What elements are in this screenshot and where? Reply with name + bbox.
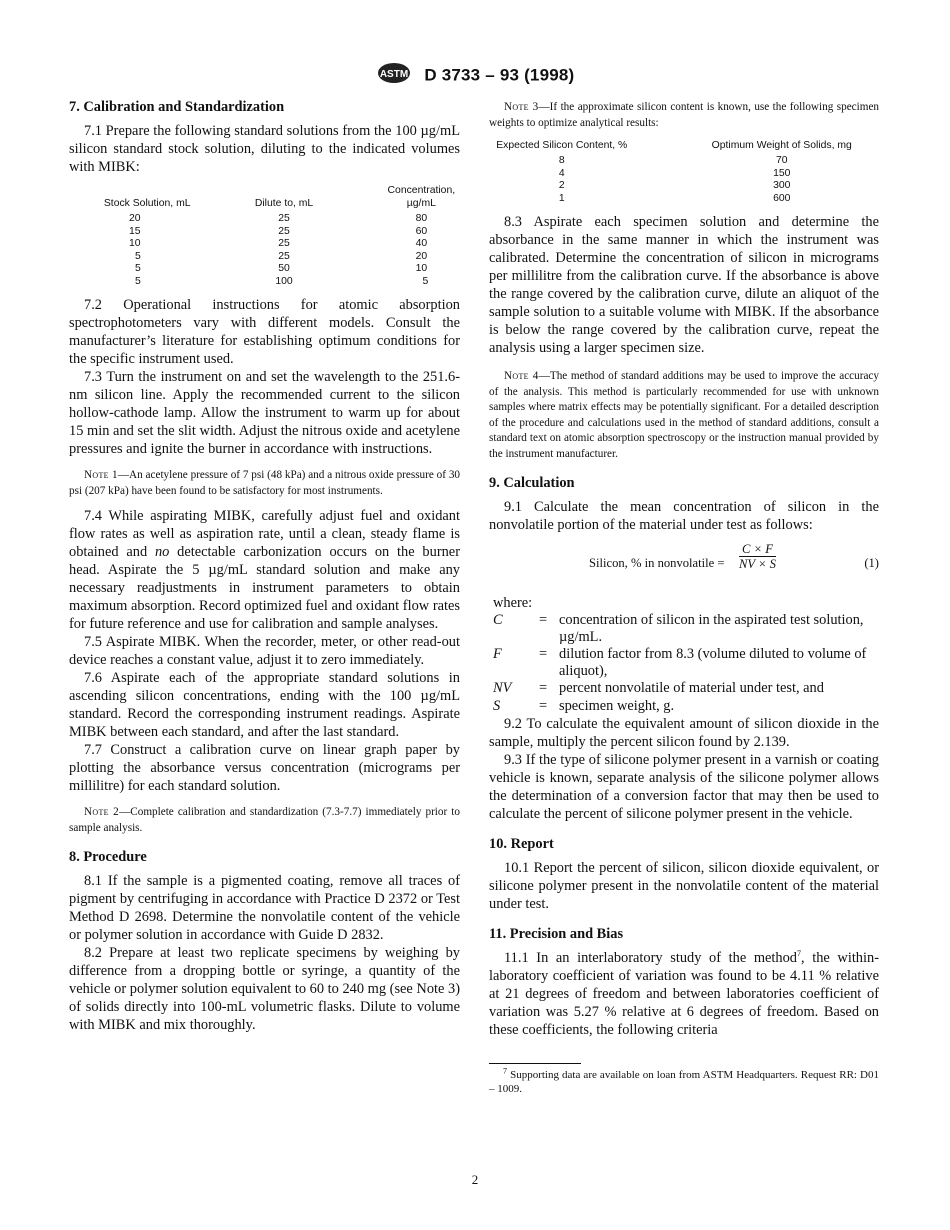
variable-definition: concentration of silicon in the aspirated test solution, µg/mL. (559, 612, 864, 645)
paragraph-7-2: 7.2 Operational instructions for atomic absorption spectrophotometers vary with different models. Consult the manufacturer’s literature for establishing optimum conditions for the specific instrument used. (69, 297, 460, 367)
page-number: 2 (471, 1172, 479, 1187)
equation-denominator: NV × S (739, 557, 776, 571)
table-cell: 1 (558, 192, 565, 204)
table-header-cell: Concentration, µg/mL (387, 185, 456, 209)
equation-numerator: C × F (739, 542, 776, 557)
table-row (69, 238, 460, 251)
svg-text:ASTM: ASTM (379, 69, 408, 80)
table-cell: 5 (135, 250, 141, 262)
table-cell: 15 (129, 225, 141, 237)
table-header-row (69, 184, 460, 213)
table-row (489, 180, 879, 193)
note-label: Note 4 (504, 370, 539, 382)
table-cell: 8 (558, 155, 565, 166)
table-row (489, 168, 879, 181)
table-header-cell: Stock Solution, mL (103, 198, 191, 209)
paragraph-10-1: 10.1 Report the percent of silicon, silicon dioxide equivalent, or silicone polymer present in the nonvolatile content of the material under test. (489, 860, 879, 912)
variable-symbol: NV (493, 680, 512, 696)
table-cell: 300 (773, 180, 791, 191)
table-row (489, 193, 879, 206)
note-label: Note 3 (504, 101, 539, 113)
note-label: Note 1 (84, 469, 118, 481)
footnote-divider (489, 1063, 581, 1064)
variable-definition: percent nonvolatile of material under test, and (559, 680, 824, 696)
section-heading-calculation: 9. Calculation (489, 475, 575, 491)
table-row (69, 226, 460, 239)
table-row (69, 213, 460, 226)
note-3 (489, 100, 879, 131)
variable-symbol: F (493, 646, 502, 662)
paragraph-7-3: 7.3 Turn the instrument on and set the wavelength to the 251.6-nm silicon line. Apply the recommended current to the silicon hollow-cathode lamp. Allow the instrument to warm up for about 15 min and set the slit width. Adjust the nitrous oxide and acetylene pressures and ignite the burner in accordance with instructions. (69, 369, 460, 457)
variable-symbol: S (493, 697, 501, 714)
page-header (0, 62, 950, 89)
table-row (69, 251, 460, 264)
paragraph-7-1: 7.1 Prepare the following standard solutions from the 100 µg/mL silicon standard stock solution, diluting to the indicated volumes with MIBK: (69, 123, 460, 175)
paragraph-9-1: 9.1 Calculate the mean concentration of silicon in the nonvolatile portion of the material under test as follows: (489, 499, 879, 533)
equals-sign: = (539, 612, 548, 628)
right-column (489, 98, 879, 1096)
equation-number: (1) (864, 556, 879, 570)
section-heading-calibration: 7. Calibration and Standardization (69, 99, 285, 115)
specimen-weight-table (489, 139, 879, 205)
table-header-cell: Expected Silicon Content, % (496, 140, 628, 151)
note-label: Note 2 (84, 806, 120, 818)
equals-sign: = (539, 697, 548, 714)
document-designation: D 3733 – 93 (1998) (424, 65, 575, 85)
section-heading-procedure: 8. Procedure (69, 849, 147, 865)
paragraph-7-4-text-cont: detectable carbonization occurs on the burner head. Aspirate the 5 µg/mL standard solution and make any necessary readjustments in instrument parameters to obtain maximum absorption. Record optimized fuel and oxidant flow rates for future reference and use for calibration and sample analyses. (69, 544, 460, 632)
table-cell: 100 (275, 275, 293, 287)
note-1 (69, 468, 460, 499)
note-text: —The method of standard additions may be used to improve the accuracy of the analysis. This method is particularly recommended for use with unknown samples where matrix effects may be potentially significant. For a detailed description of the procedure and calculations used in the method of standard additions, consult a standard text on atomic absorption spectroscopy or the instruction manual provided by the instrument manufacturer. (489, 370, 879, 460)
equation-1 (489, 540, 879, 590)
paragraph-11-1-text: 11.1 In an interlaboratory study of the method (504, 950, 797, 966)
table-cell: 25 (278, 238, 290, 249)
equation-lhs: Silicon, % in nonvolatile = (589, 556, 725, 570)
paragraph-8-2: 8.2 Prepare at least two replicate specimens by weighing by difference from a dropping bottle or syringe, a quantity of the vehicle or polymer solution equivalent to 60 to 240 mg (see Note 3) of solids directly into 100-mL volumetric flasks. Dilute to volume with MIBK and mix thoroughly. (69, 945, 460, 1033)
table-cell: 10 (415, 263, 428, 274)
table-cell: 50 (278, 263, 290, 274)
table-cell: 20 (129, 213, 141, 224)
table-cell: 25 (278, 225, 290, 237)
variable-definition: specimen weight, g. (559, 697, 675, 714)
paragraph-7-7: 7.7 Construct a calibration curve on linear graph paper by plotting the absorbance versus concentration (micrograms per millilitre) for each standard solution. (69, 742, 460, 794)
table-row (69, 263, 460, 276)
section-heading-precision: 11. Precision and Bias (489, 926, 624, 942)
paragraph-11-1-text-cont: , the within-laboratory coefficient of variation was found to be 4.11 % relative at 21 degrees of freedom and between laboratories coefficient of variation was 5.27 % relative at 6 degrees of freedom. Based on these coefficients, the following criteria (489, 950, 879, 1038)
table-cell: 2 (558, 180, 565, 191)
table-header-cell: Dilute to, mL (254, 198, 314, 209)
table-cell: 5 (422, 275, 429, 287)
table-cell: 150 (773, 167, 791, 179)
equation-fraction (739, 542, 776, 572)
note-text: —Complete calibration and standardization (7.3-7.7) immediately prior to sample analysis. (69, 806, 460, 834)
table-row (69, 276, 460, 289)
variable-symbol: C (493, 612, 503, 628)
emphasis-no: no (154, 544, 170, 560)
table-cell: 10 (129, 238, 141, 249)
paragraph-7-4 (69, 507, 460, 633)
definition-row (493, 646, 879, 680)
footnote-7 (489, 1068, 879, 1096)
astm-logo-icon (376, 62, 412, 89)
note-text: —An acetylene pressure of 7 psi (48 kPa) and a nitrous oxide pressure of 30 psi (207 kPa) have been found to be satisfactory for most instruments. (69, 469, 461, 497)
table-cell: 40 (415, 238, 428, 249)
table-cell: 5 (135, 275, 141, 287)
table-row (489, 155, 879, 168)
definition-row (493, 680, 879, 698)
paragraph-8-3: 8.3 Aspirate each specimen solution and determine the absorbance in the same manner in which the instrument was calibrated. Determine the concentration of silicon in micrograms per millilitre from the calibration curve. If the absorbance is above the range covered by the calibration curve, dilute an aliquot of the sample solution to a suitable volume with MIBK. If the absorbance is below the range covered by the calibration curve, repeat the analysis using a larger specimen size. (489, 214, 879, 356)
paragraph-8-1: 8.1 If the sample is a pigmented coating, remove all traces of pigment by centrifuging in accordance with Practice D 2372 or Test Method D 2698. Determine the nonvolatile content of the vehicle or polymer solution in accordance with Guide D 2832. (69, 873, 460, 943)
variable-definition: dilution factor from 8.3 (volume diluted to volume of aliquot), (559, 646, 867, 679)
table-cell: 80 (415, 213, 428, 224)
table-cell: 70 (775, 155, 788, 166)
paragraph-7-4-text: 7.4 While aspirating MIBK, carefully adjust fuel and oxidant flow rates as well as aspiration rate, until a clean, steady flame is obtained and (69, 508, 460, 560)
table-cell: 5 (135, 263, 141, 274)
note-2 (69, 805, 460, 836)
table-header-row (489, 139, 879, 155)
paragraph-7-5: 7.5 Aspirate MIBK. When the recorder, meter, or other read-out device reaches a constant value, adjust it to zero immediately. (69, 634, 460, 668)
table-cell: 20 (415, 250, 428, 262)
footnote-marker: 7 (503, 1066, 507, 1076)
footnote-text: Supporting data are available on loan from ASTM Headquarters. Request RR: D01 – 1009. (489, 1069, 879, 1095)
paragraph-7-6: 7.6 Aspirate each of the appropriate standard solutions in ascending silicon concentrations, ending with the 100 µg/mL standard. Record the corresponding instrument readings. Aspirate MIBK between each standard, and after the last standard. (69, 670, 460, 740)
section-heading-report: 10. Report (489, 836, 554, 852)
table-header-cell: Optimum Weight of Solids, mg (711, 140, 852, 151)
paragraph-9-2: 9.2 To calculate the equivalent amount of silicon dioxide in the sample, multiply the percent silicon found by 2.139. (489, 716, 879, 750)
paragraph-11-1 (489, 949, 879, 1039)
table-cell: 25 (278, 250, 290, 262)
note-text: —If the approximate silicon content is known, use the following specimen weights to optimize analytical results: (489, 101, 880, 129)
paragraph-9-3: 9.3 If the type of silicone polymer present in a varnish or coating vehicle is known, separate analysis of the silicone polymer allows the determination of a conversion factor that may then be used to calculate the percent of silicone polymer present in the vehicle. (489, 752, 879, 822)
equals-sign: = (539, 680, 548, 696)
variable-definitions (493, 612, 879, 715)
standard-solutions-table (69, 184, 460, 288)
table-cell: 600 (773, 192, 791, 204)
footnote-ref: 7 (797, 949, 801, 959)
definition-row (493, 612, 879, 646)
where-label: where: (493, 595, 533, 611)
table-cell: 4 (558, 167, 565, 179)
note-4 (489, 369, 879, 462)
table-cell: 25 (278, 213, 290, 224)
left-column (69, 98, 460, 1034)
table-cell: 60 (415, 225, 428, 237)
equals-sign: = (539, 646, 548, 662)
definition-row (493, 698, 879, 716)
